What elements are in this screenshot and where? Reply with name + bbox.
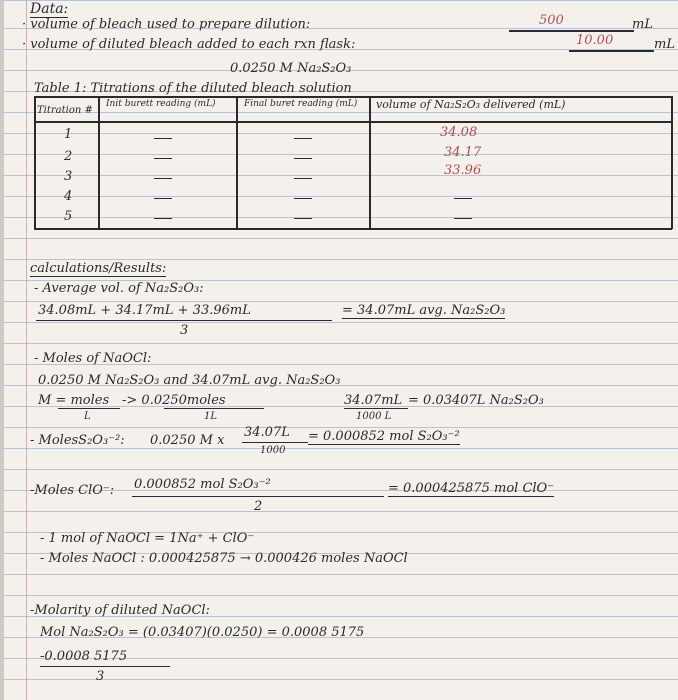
table-header-divider bbox=[34, 121, 672, 123]
empty-cell-dash bbox=[154, 178, 172, 179]
volume-delivered: 33.96 bbox=[444, 163, 482, 178]
empty-cell-dash bbox=[454, 218, 472, 219]
thiosulfate-concentration: 0.0250 M Na₂S₂O₃ bbox=[230, 61, 352, 76]
header-final-reading: Final buret reading (mL) bbox=[244, 99, 358, 109]
table-title: Table 1: Titrations of the diluted bleach solution bbox=[34, 81, 352, 96]
molarity-definition-den: L bbox=[84, 411, 91, 422]
average-numerator: 34.08mL + 34.17mL + 33.96mL bbox=[38, 303, 251, 318]
moles-thiosulfate-label: - MolesS₂O₃⁻²: bbox=[30, 433, 125, 448]
table-col-divider bbox=[98, 96, 100, 229]
moles-thiosulfate-num: 34.07L bbox=[244, 425, 290, 440]
row-number: 1 bbox=[64, 127, 73, 142]
table-border-left bbox=[34, 96, 36, 229]
empty-cell-dash bbox=[294, 158, 312, 159]
header-initial-reading: Init burett reading (mL) bbox=[106, 99, 216, 109]
diluted-volume-value: 10.00 bbox=[576, 33, 614, 48]
volume-conversion: 34.07mL bbox=[344, 393, 403, 408]
fraction-bar bbox=[132, 496, 384, 497]
average-denominator: 3 bbox=[180, 323, 189, 338]
blank-underline bbox=[569, 50, 654, 52]
molarity-conversion-den: 1L bbox=[204, 411, 218, 422]
volume-conversion-result: = 0.03407L Na₂S₂O₃ bbox=[408, 393, 544, 408]
header-titration-number: Titration # bbox=[37, 105, 93, 116]
molarity-calculation: Mol Na₂S₂O₃ = (0.03407)(0.0250) = 0.0008 5175 bbox=[40, 625, 365, 640]
blank-underline bbox=[509, 30, 634, 32]
moles-hypochlorite-label: -Moles ClO⁻: bbox=[30, 483, 115, 498]
molarity-fraction-num: -0.0008 5175 bbox=[40, 649, 128, 664]
fraction-bar bbox=[344, 408, 408, 409]
moles-thiosulfate-result: = 0.000852 mol S₂O₃⁻² bbox=[308, 429, 460, 444]
fraction-bar bbox=[58, 408, 120, 409]
row-number: 2 bbox=[64, 149, 73, 164]
fraction-bar bbox=[164, 408, 264, 409]
empty-cell-dash bbox=[294, 138, 312, 139]
molarity-fraction-den: 3 bbox=[96, 669, 105, 684]
volume-conversion-den: 1000 L bbox=[356, 411, 392, 422]
empty-cell-dash bbox=[294, 178, 312, 179]
fraction-bar bbox=[36, 320, 332, 321]
volume-delivered: 34.08 bbox=[440, 125, 478, 140]
row-number: 5 bbox=[64, 209, 73, 224]
margin-line bbox=[26, 0, 27, 700]
table-border-top bbox=[34, 96, 672, 98]
moles-naocl-label: - Moles of NaOCl: bbox=[34, 351, 152, 366]
bleach-volume-label: · volume of bleach used to prepare dilution: bbox=[22, 17, 311, 32]
header-volume-delivered: volume of Na₂S₂O₃ delivered (mL) bbox=[376, 98, 566, 111]
molarity-conversion: -> 0.0250moles bbox=[122, 393, 226, 408]
moles-thiosulfate-den: 1000 bbox=[260, 445, 286, 456]
table-border-right bbox=[671, 96, 673, 229]
fraction-bar bbox=[242, 442, 308, 443]
bleach-volume-value: 500 bbox=[539, 13, 564, 28]
moles-hypochlorite-result: = 0.000425875 mol ClO⁻ bbox=[388, 481, 555, 496]
calculations-heading: calculations/Results: bbox=[30, 261, 167, 276]
notebook-page bbox=[4, 0, 678, 700]
row-number: 4 bbox=[64, 189, 73, 204]
moles-hypochlorite-den: 2 bbox=[254, 499, 263, 514]
diluted-volume-unit: mL bbox=[654, 37, 675, 52]
empty-cell-dash bbox=[454, 198, 472, 199]
empty-cell-dash bbox=[294, 198, 312, 199]
molarity-heading: -Molarity of diluted NaOCl: bbox=[30, 603, 210, 618]
empty-cell-dash bbox=[154, 138, 172, 139]
row-number: 3 bbox=[64, 169, 73, 184]
empty-cell-dash bbox=[154, 218, 172, 219]
fraction-bar bbox=[40, 666, 170, 667]
average-result: = 34.07mL avg. Na₂S₂O₃ bbox=[342, 303, 506, 318]
empty-cell-dash bbox=[154, 198, 172, 199]
table-col-divider bbox=[369, 96, 371, 229]
table-border-bottom bbox=[34, 228, 672, 230]
table-col-divider bbox=[236, 96, 238, 229]
volume-delivered: 34.17 bbox=[444, 145, 482, 160]
data-heading: Data: bbox=[30, 1, 69, 17]
molarity-definition: M = moles bbox=[38, 393, 110, 408]
stoichiometry-ratio: - 1 mol of NaOCl = 1Na⁺ + ClO⁻ bbox=[40, 531, 255, 546]
moles-given-values: 0.0250 M Na₂S₂O₃ and 34.07mL avg. Na₂S₂O₃ bbox=[38, 373, 341, 388]
empty-cell-dash bbox=[154, 158, 172, 159]
average-label: - Average vol. of Na₂S₂O₃: bbox=[34, 281, 204, 296]
bleach-volume-unit: mL bbox=[632, 17, 653, 32]
moles-hypochlorite-num: 0.000852 mol S₂O₃⁻² bbox=[134, 477, 271, 492]
moles-thiosulfate-expr: 0.0250 M x bbox=[150, 433, 225, 448]
empty-cell-dash bbox=[294, 218, 312, 219]
moles-naocl-result: - Moles NaOCl : 0.000425875 → 0.000426 moles NaOCl bbox=[40, 551, 408, 566]
diluted-volume-label: · volume of diluted bleach added to each rxn flask: bbox=[22, 37, 356, 52]
